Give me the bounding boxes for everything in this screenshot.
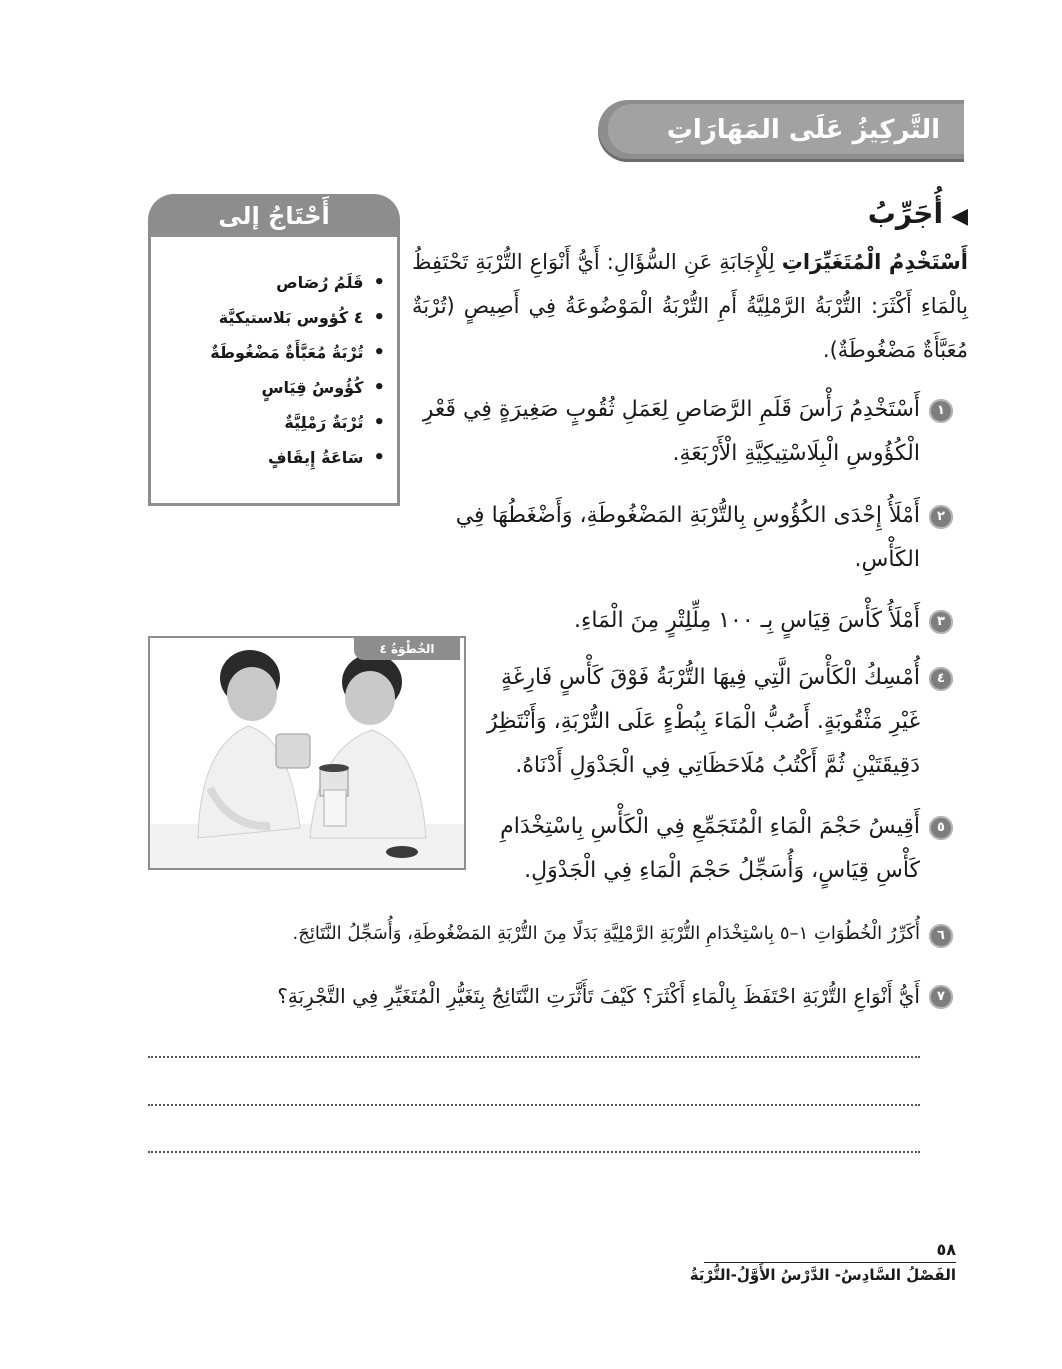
step-photo bbox=[148, 636, 466, 870]
step-text: أُكَرِّرُ الْخُطُوَاتِ ١–٥ بِاسْتِخْدَامِ التُّرْبَةِ الرَّمْلِيَّةِ بَدَلًا مِنَ التُّرْبَةِ المَضْغُوطَةِ، وَأُسَجِّلُ النَّتَائِجَ. bbox=[292, 923, 920, 944]
step-text: أَيُّ أَنْوَاعِ التُّرْبَةِ احْتَفَظَ بِالْمَاءِ أَكْثَرَ؟ كَيْفَ تَأَثَّرَتِ النَّتَائِجُ بِتَغَيُّرِ الْمُتَغَيِّرِ فِي التَّجْرِبَةِ؟ bbox=[277, 984, 920, 1008]
materials-title: أَحْتَاجُ إلى bbox=[218, 202, 330, 230]
materials-item: •تُرْبَةُ مُعَبَّأَةٌ مَضْغُوطَةٌ bbox=[210, 342, 385, 363]
step-number-badge: ٢ bbox=[929, 505, 953, 529]
banner-title: التَّركِيزُ عَلَى المَهَارَاتِ العِلمِيَّةِ bbox=[666, 115, 940, 193]
step-2 bbox=[412, 494, 920, 582]
materials-box bbox=[148, 194, 400, 506]
step-3 bbox=[412, 599, 920, 643]
intro-paragraph bbox=[412, 240, 968, 372]
step-number-badge: ٧ bbox=[929, 985, 953, 1009]
step-number-badge: ٣ bbox=[929, 610, 953, 634]
materials-body bbox=[148, 234, 400, 506]
step-number-badge: ٦ bbox=[929, 924, 953, 948]
step-number-badge: ٥ bbox=[929, 816, 953, 840]
step-number-badge: ٤ bbox=[929, 667, 953, 691]
materials-item: •كُؤُوسُ قِيَاسٍ bbox=[261, 377, 385, 398]
materials-item: •٤ كُؤوس بَلاستيكيَّة bbox=[218, 307, 385, 328]
section-heading: ◀أُجَرِّبُ bbox=[867, 197, 968, 230]
bullet-icon: • bbox=[373, 412, 385, 433]
materials-item: •تُرْبَةٌ رَمْلِيَّةٌ bbox=[284, 412, 385, 433]
step-text: أَمْلَأُ كَأْسَ قِيَاسٍ بِـ ١٠٠ مِلِّلِتْرٍ مِنَ الْمَاءِ. bbox=[574, 608, 920, 633]
children-experiment-illustration bbox=[150, 638, 464, 868]
materials-item: •سَاعَةُ إِيقَافٍ bbox=[267, 447, 385, 468]
step-number-badge: ١ bbox=[929, 399, 953, 423]
bullet-icon: • bbox=[373, 307, 385, 328]
step-6 bbox=[140, 912, 920, 956]
answer-line[interactable] bbox=[148, 1104, 920, 1106]
step-text: أُمْسِكُ الْكَأْسَ الَّتِي فِيهَا التُّرْبَةُ فَوْقَ كَأْسٍ فَارِغَةٍ غَيْرِ مَثْقُوبَةٍ. أَصُبُّ الْمَاءَ بِبُطْءٍ عَلَى التُّرْبَةِ، وَأَنْتَظِرُ دَقِيقَتَيْنِ ثُمَّ أَكْتُبُ مُلَاحَظَاتِي فِي الْجَدْوَلِ أَدْنَاهُ. bbox=[486, 665, 920, 778]
step-4 bbox=[476, 656, 920, 788]
step-text: أَقِيسُ حَجْمَ الْمَاءِ الْمُتَجَمِّعِ فِي الْكَأْسِ بِاسْتِخْدَامِ كَأْسِ قِيَاسٍ، وَأُسَجِّلُ حَجْمَ الْمَاءِ فِي الْجَدْوَلِ. bbox=[500, 814, 920, 883]
step-1 bbox=[412, 388, 920, 476]
bullet-icon: • bbox=[373, 272, 385, 293]
bullet-icon: • bbox=[373, 377, 385, 398]
step-5 bbox=[476, 805, 920, 893]
page-number: ٥٨ bbox=[936, 1240, 956, 1259]
footer-rule bbox=[704, 1262, 956, 1263]
intro-bold: أَسْتَخْدِمُ الْمُتَغَيِّرَاتِ bbox=[781, 250, 969, 274]
materials-list bbox=[159, 265, 385, 475]
answer-line[interactable] bbox=[148, 1151, 920, 1153]
step-7 bbox=[200, 974, 920, 1018]
photo-step-tag: الخُطْوَةُ ٤ bbox=[354, 638, 460, 660]
answer-line[interactable] bbox=[148, 1056, 920, 1058]
bullet-icon: • bbox=[373, 342, 385, 363]
triangle-pointer-icon: ◀ bbox=[951, 204, 968, 229]
footer-chapter: الفَصْلُ السَّادِسُ- الدَّرْسُ الأَوَّلُ-التُّرْبَةُ bbox=[689, 1266, 956, 1284]
intro-text: لِلْإِجَابَةِ عَنِ السُّؤَالِ: أَيُّ أَنْوَاعِ التُّرْبَةِ تَحْتَفِظُ بِالْمَاءِ أَكْثَرَ: التُّرْبَةُ الرَّمْلِيَّةُ أَمِ التُّرْبَةُ الْمَوْضُوعَةُ فِي أَصِيصٍ (تُرْبَةٌ مُعَبَّأَةٌ مَضْغُوطَةٌ). bbox=[412, 250, 968, 362]
materials-item: •قَلَمُ رُصَاص bbox=[276, 272, 385, 293]
bullet-icon: • bbox=[373, 447, 385, 468]
step-text: أَمْلَأُ إِحْدَى الكُؤُوسِ بِالتُّرْبَةِ المَضْغُوطَةِ، وَأَضْغَطُهَا فِي الكَأْسِ. bbox=[455, 503, 920, 572]
step-text: أَسْتَخْدِمُ رَأْسَ قَلَمِ الرَّصَاصِ لِعَمَلِ ثُقُوبٍ صَغِيرَةٍ فِي قَعْرِ الْكُؤُوسِ الْبِلَاسْتِيكِيَّةِ الْأَرْبَعَةِ. bbox=[422, 397, 920, 466]
